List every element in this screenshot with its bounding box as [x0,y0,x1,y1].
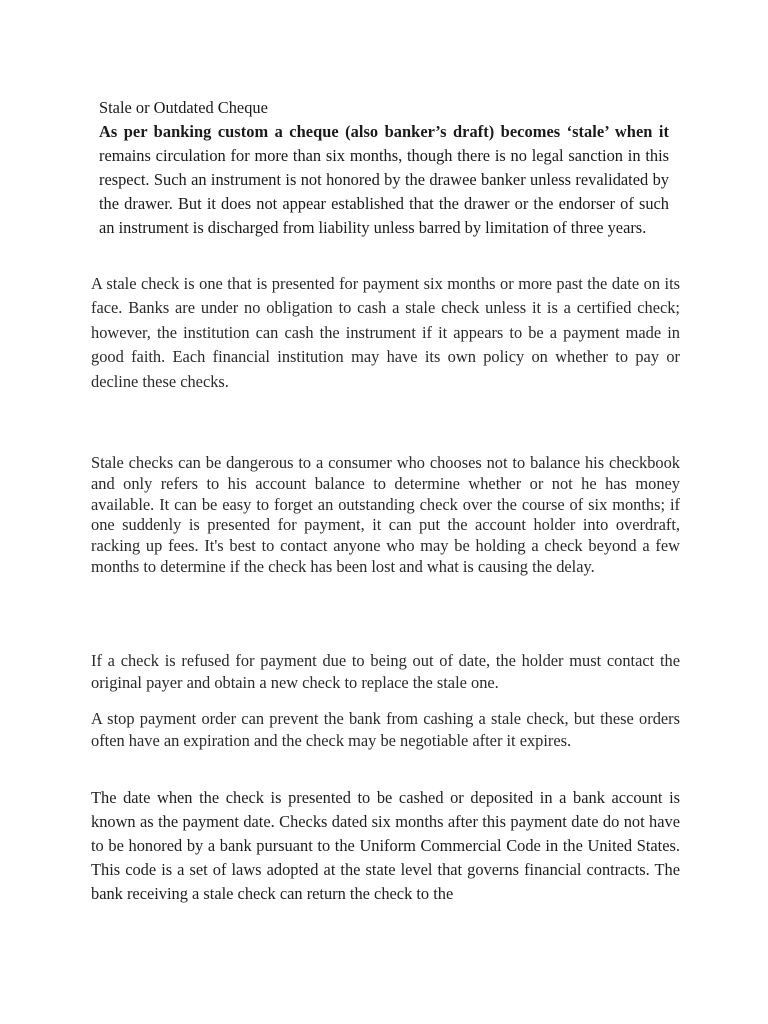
paragraph-stop-payment: A stop payment order can prevent the bank from cashing a stale check, but these orders often have an expiration and the check may be negotiable after it expires. [91,709,680,750]
paragraph-stale-check-danger: Stale checks can be dangerous to a consumer who chooses not to balance his checkbook and only refers to his account balance to determine whether or not he has money available. It can be easy to forget an outstanding check over the course of six months; if one suddenly is presented for payment, it can put the account holder into overdraft, racking up fees. It's best to contact anyone who may be holding a check beyond a few months to determine if the check has been lost and what is causing the delay. [91,453,680,576]
paragraph-stale-check-definition: A stale check is one that is presented for payment six months or more past the date on its face. Banks are under no obligation to cash a stale check unless it is a certified check; however, the institution can cash the instrument if it appears to be a payment made in good faith. Each financial institution may have its own policy on whether to pay or decline these checks. [91,274,680,391]
paragraph-payment-date: The date when the check is presented to be cashed or deposited in a bank account is known as the payment date. Checks dated six months after this payment date do not have to be honored by a bank pursuant to the Uniform Commercial Code in the United States. This code is a set of laws adopted at the state level that governs financial contracts. The bank receiving a stale check can return the check to the [91,788,680,903]
section-bold-lead: As per banking custom a cheque (also banker’s draft) becomes ‘stale’ when it [99,122,669,141]
paragraph-refused-check: If a check is refused for payment due to being out of date, the holder must contact the original payer and obtain a new check to replace the stale one. [91,651,680,692]
section-body: remains circulation for more than six months, though there is no legal sanction in this respect. Such an instrument is not honored by the drawee banker unless revalidated by the drawer. But it does not appear established that the drawer or the endorser of such an instrument is discharged from liability unless barred by limitation of three years. [99,146,669,237]
stale-cheque-section [99,96,669,240]
section-title: Stale or Outdated Cheque [99,98,268,117]
